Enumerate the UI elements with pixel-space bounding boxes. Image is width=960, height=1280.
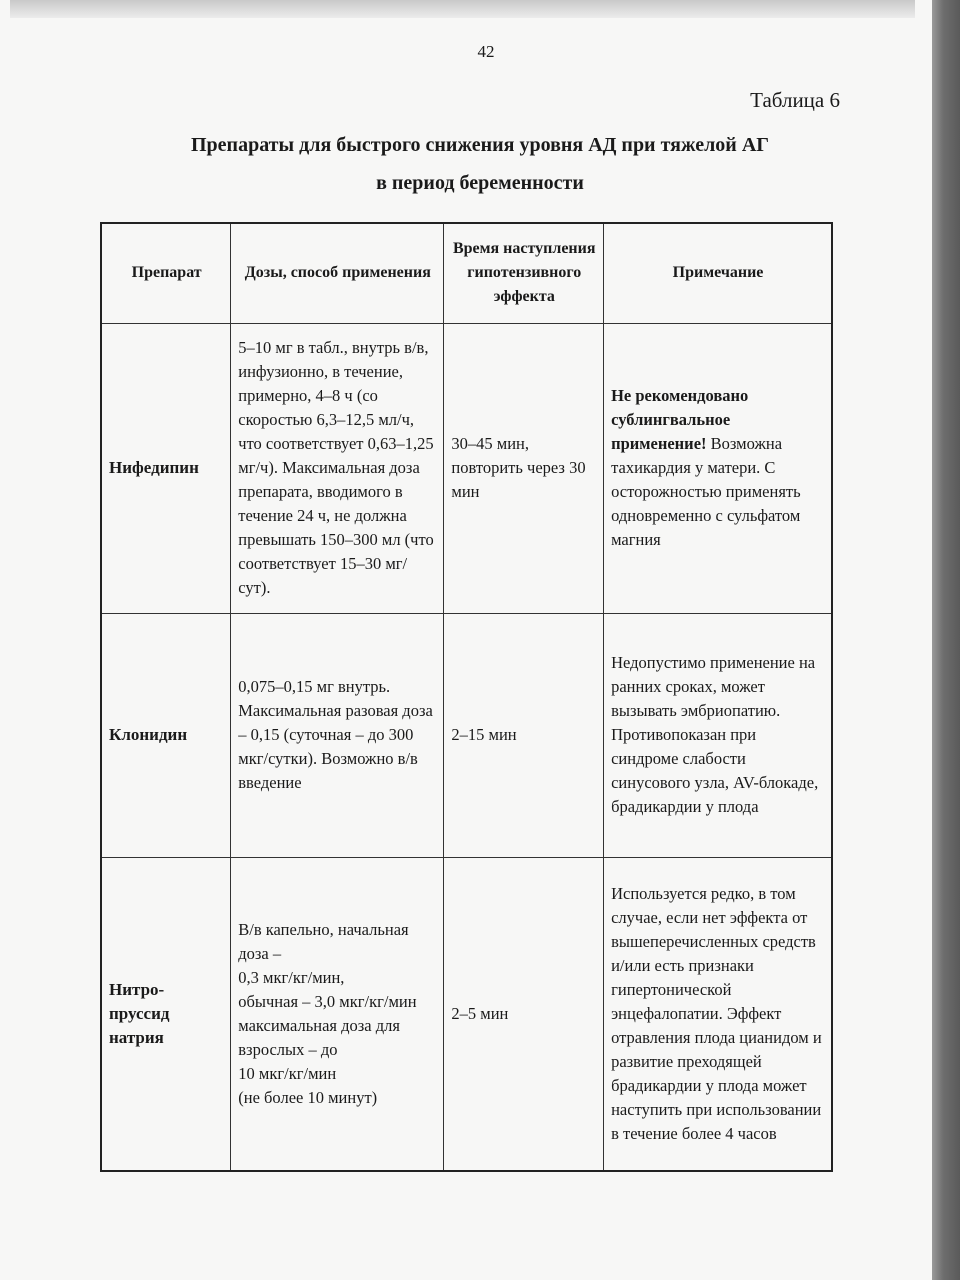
drug-name-line: Нитро- [109, 979, 165, 999]
dose-cell: 5–10 мг в табл., внутрь в/в, инфузионно, в течение, примерно, 4–8 ч (со скоростью 6,3–12,5 мл/ч, что соответствует 0,63–1,25 мг/ч). Максимальная доза препарата, вводимого в течение 24 ч, не должна превышать 150–300 мл (что соответствует 15–30 мг/сут). [231, 323, 444, 613]
dose-line: 10 мкг/кг/мин [238, 1063, 337, 1083]
table-title-line-2: в период беременности [376, 172, 584, 194]
table-label: Таблица 6 [750, 88, 840, 112]
dose-line: (не более 10 минут) [238, 1087, 378, 1107]
drug-name: Клонидин [101, 613, 231, 857]
header-dose: Дозы, способ применения [231, 223, 444, 323]
drug-name: Нифедипин [101, 323, 231, 613]
dose-line: 0,3 мкг/кг/мин, [238, 967, 345, 987]
page-number: 42 [477, 42, 495, 61]
header-onset-time: Время наступления гипотензивного эффекта [444, 223, 604, 323]
dose-line: максимальная доза для взрослых – до [238, 1015, 400, 1059]
note-text: Возможна тахикардия у матери. С осторожностью применять одновременно с сульфатом магния [611, 434, 801, 549]
drug-name-line: пруссид [109, 1003, 170, 1023]
dose-line: В/в капельно, начальная доза – [238, 919, 409, 963]
drug-name-line: натрия [109, 1027, 164, 1047]
dose-line: обычная – 3,0 мкг/кг/мин [238, 991, 417, 1011]
note-cell: Используется редко, в том случае, если нет эффекта от вышеперечисленных средств и/или есть признаки гипертонической энцефалопатии. Эффект отравления плода цианидом и развитие преходящей брадикардии у плода может наступить при использовании в течение более 4 часов [604, 857, 832, 1171]
table-row [101, 323, 832, 613]
page-top-shadow [10, 0, 915, 18]
drug-name [101, 857, 231, 1171]
table-header-row [101, 223, 832, 323]
note-warning: Не рекомендовано сублингвальное применение! [611, 386, 749, 453]
dose-cell: 0,075–0,15 мг внутрь. Максимальная разовая доза – 0,15 (суточная – до 300 мкг/сутки). Возможно в/в введение [231, 613, 444, 857]
drugs-table [100, 222, 833, 1172]
header-note: Примечание [604, 223, 832, 323]
dose-cell [231, 857, 444, 1171]
table-title-line-1: Препараты для быстрого снижения уровня АД при тяжелой АГ [190, 134, 769, 156]
table-row [101, 613, 832, 857]
onset-time-cell: 30–45 мин, повторить через 30 мин [444, 323, 604, 613]
onset-time-cell: 2–5 мин [444, 857, 604, 1171]
header-drug: Препарат [101, 223, 231, 323]
onset-time-cell: 2–15 мин [444, 613, 604, 857]
note-cell: Недопустимо применение на ранних сроках, может вызывать эмбриопатию. Противопоказан при синдроме слабости синусового узла, AV-блокаде, брадикардии у плода [604, 613, 832, 857]
table-row [101, 857, 832, 1171]
note-cell [604, 323, 832, 613]
